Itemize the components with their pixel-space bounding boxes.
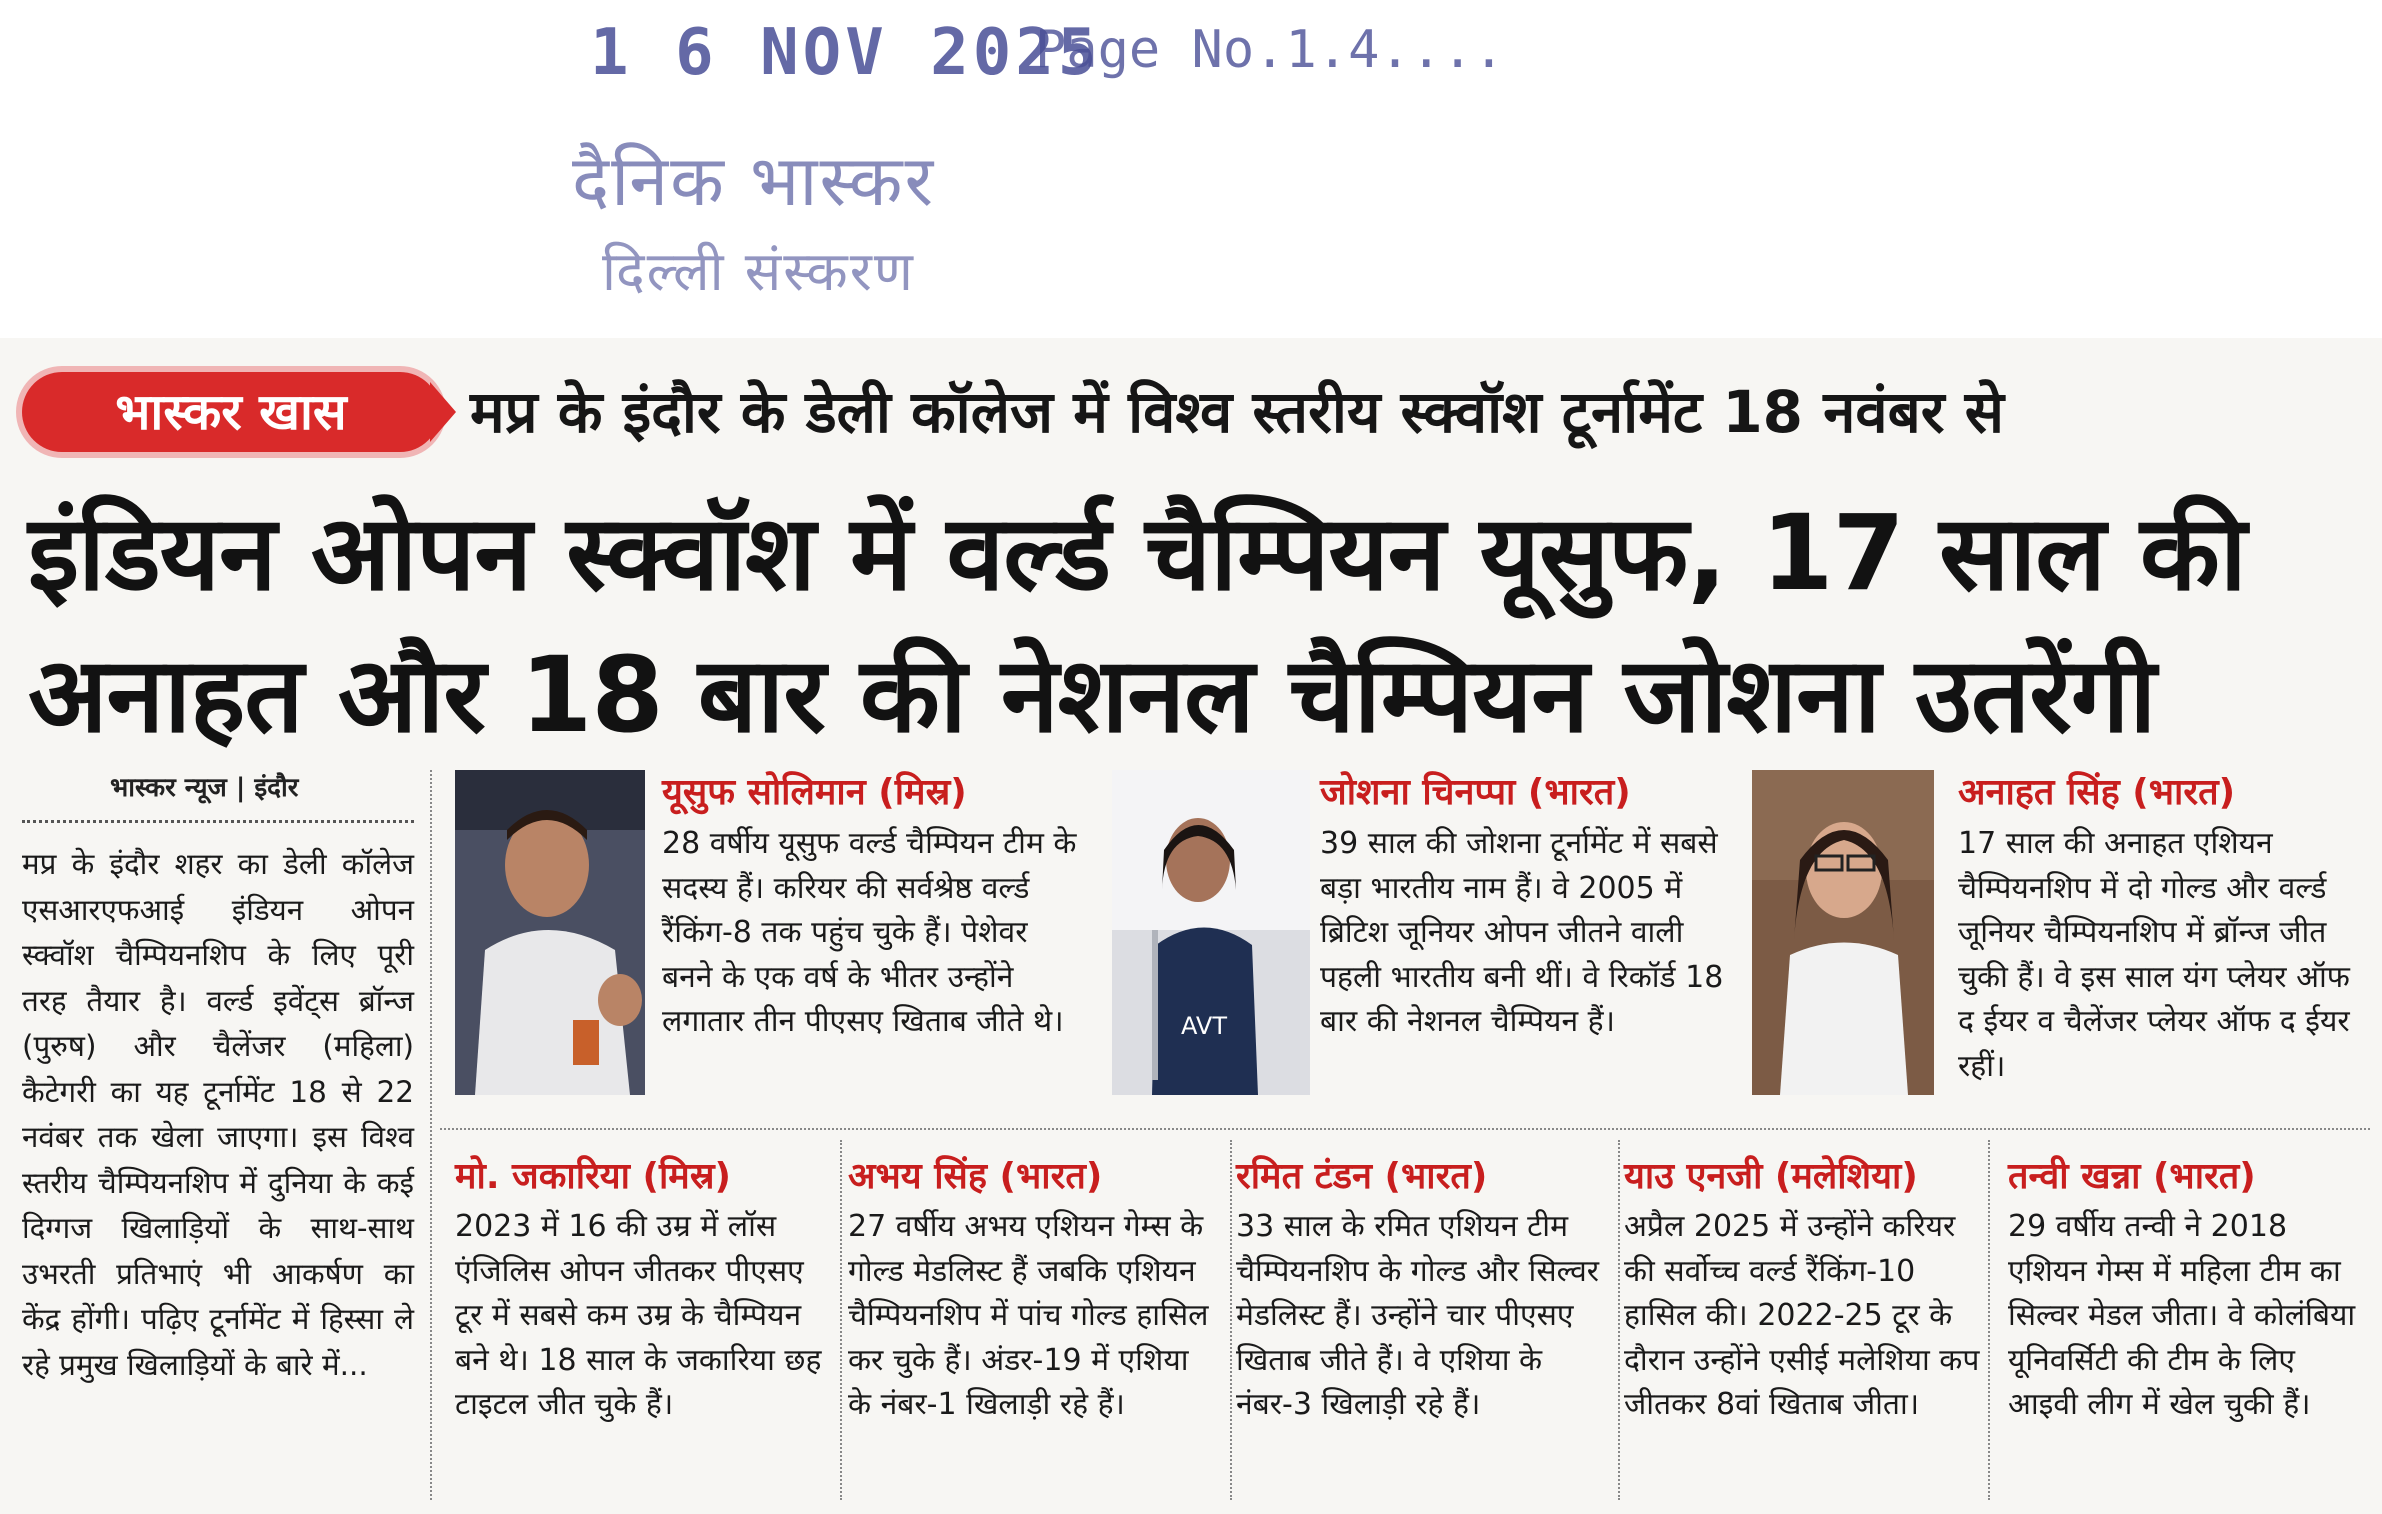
column-divider <box>1230 1140 1232 1500</box>
stamp-date: 1 6 NOV 2025 <box>590 16 1101 90</box>
stamp-edition: दिल्ली संस्करण <box>602 240 915 303</box>
player-photo-image <box>455 770 645 1095</box>
kicker-line: मप्र के इंदौर के डेली कॉलेज में विश्व स्तरीय स्क्वॉश टूर्नामेंट 18 नवंबर से <box>470 378 2004 446</box>
player-text-youssef: 28 वर्षीय यूसुफ वर्ल्ड चैम्पियन टीम के सदस्य हैं। करियर की सर्वश्रेष्ठ वर्ल्ड रैंकिंग-8 तक पहुंच चुके हैं। पेशेवर बनने के एक वर्ष के भीतर उन्होंने लगातार तीन पीएसए खिताब जीते थे। <box>662 826 1077 1039</box>
player-name-youssef: यूसुफ सोलिमान (मिस्र) <box>662 772 967 813</box>
photo-joshna-chinappa <box>1112 770 1310 1095</box>
player-name-abhay: अभय सिंह (भारत) <box>848 1156 1103 1197</box>
player-text-abhay: 27 वर्षीय अभय एशियन गेम्स के गोल्ड मेडलिस्ट हैं जबकि एशियन चैम्पियनशिप में पांच गोल्ड हासिल कर चुके हैं। अंडर-19 में एशिया के नंबर-1 खिलाड़ी रहे हैं। <box>848 1209 1209 1422</box>
jersey-logo: AVT <box>1181 1012 1227 1040</box>
player-text-ramit: 33 साल के रमित एशियन टीम चैम्पियनशिप के गोल्ड और सिल्वर मेडलिस्ट हैं। उन्होंने चार पीएसए खिताब जीते हैं। वे एशिया के नंबर-3 खिलाड़ी रहे हैं। <box>1236 1209 1600 1422</box>
column-divider <box>840 1140 842 1500</box>
row-divider <box>440 1128 2370 1130</box>
photo-anahat-singh <box>1752 770 1934 1095</box>
intro-paragraph: मप्र के इंदौर शहर का डेली कॉलेज एसआरएफआई इंडियन ओपन स्क्वॉश चैम्पियनशिप के लिए पूरी तरह तैयार है। वर्ल्ड इवेंट्स ब्रॉन्ज (पुरुष) और चैलेंजर (महिला) कैटेगरी का यह टूर्नामेंट 18 से 22 नवंबर तक खेला जाएगा। इस विश्व स्तरीय चैम्पियनशिप में दुनिया के कई दिग्गज खिलाड़ियों के साथ-साथ उभरती प्रतिभाएं भी आकर्षण का केंद्र होंगी। पढ़िए टूर्नामेंट में हिस्सा ले रहे प्रमुख खिलाड़ियों के बारे में... <box>22 847 414 1382</box>
player-photo-image <box>1112 770 1310 1095</box>
headline-line-2: अनाहत और 18 बार की नेशनल चैम्पियन जोशना उतरेंगी <box>28 634 2156 756</box>
player-text-anahat: 17 साल की अनाहत एशियन चैम्पियनशिप में दो गोल्ड और वर्ल्ड जूनियर चैम्पियनशिप में ब्रॉन्ज जीत चुकी हैं। वे इस साल यंग प्लेयर ऑफ द ईयर व चैलेंजर प्लेयर ऑफ द ईयर रहीं। <box>1958 826 2350 1084</box>
player-text-joshna: 39 साल की जोशना टूर्नामेंट में सबसे बड़ा भारतीय नाम हैं। वे 2005 में ब्रिटिश जूनियर ओपन जीतने वाली पहली भारतीय बनी थीं। वे रिकॉर्ड 18 बार की नेशनल चैम्पियन हैं। <box>1320 826 1724 1039</box>
byline: भास्कर न्यूज | इंदौर <box>110 773 299 803</box>
photo-youssef-soliman <box>455 770 645 1095</box>
column-divider <box>1618 1140 1620 1500</box>
player-name-joshna: जोशना चिनप्पा (भारत) <box>1320 772 1631 813</box>
column-divider <box>1988 1140 1990 1500</box>
section-badge: भास्कर खास <box>22 372 440 452</box>
player-text-yau-ng: अप्रैल 2025 में उन्होंने करियर की सर्वोच्च वर्ल्ड रैंकिंग-10 हासिल की। 2022-25 टूर के दौरान उन्होंने एसीई मलेशिया कप जीतकर 8वां खिताब जीता। <box>1624 1209 1980 1422</box>
player-name-ramit: रमित टंडन (भारत) <box>1236 1156 1488 1197</box>
stamp-newspaper-name: दैनिक भास्कर <box>572 140 936 222</box>
player-name-yau-ng: याउ एनजी (मलेशिया) <box>1624 1156 1918 1197</box>
player-text-tanvi: 29 वर्षीय तन्वी ने 2018 एशियन गेम्स में महिला टीम का सिल्वर मेडल जीता। वे कोलंबिया यूनिवर्सिटी की टीम के लिए आइवी लीग में खेल चुकी हैं। <box>2008 1209 2356 1422</box>
column-divider <box>430 770 432 1500</box>
headline-line-1: इंडियन ओपन स्क्वॉश में वर्ल्ड चैम्पियन यूसुफ, 17 साल की <box>28 492 2246 614</box>
player-photo-image <box>1752 770 1934 1095</box>
player-name-zakaria: मो. जकारिया (मिस्र) <box>455 1156 731 1197</box>
divider <box>22 820 414 823</box>
player-name-anahat: अनाहत सिंह (भारत) <box>1958 772 2236 813</box>
player-text-zakaria: 2023 में 16 की उम्र में लॉस एंजिलिस ओपन जीतकर पीएसए टूर में सबसे कम उम्र के चैम्पियन बने थे। 18 साल के जकारिया छह टाइटल जीत चुके हैं। <box>455 1209 822 1422</box>
badge-arrow-icon <box>430 382 456 442</box>
player-name-tanvi: तन्वी खन्ना (भारत) <box>2008 1156 2256 1197</box>
stamp-page-number: Page No.1.4.... <box>1035 20 1505 80</box>
